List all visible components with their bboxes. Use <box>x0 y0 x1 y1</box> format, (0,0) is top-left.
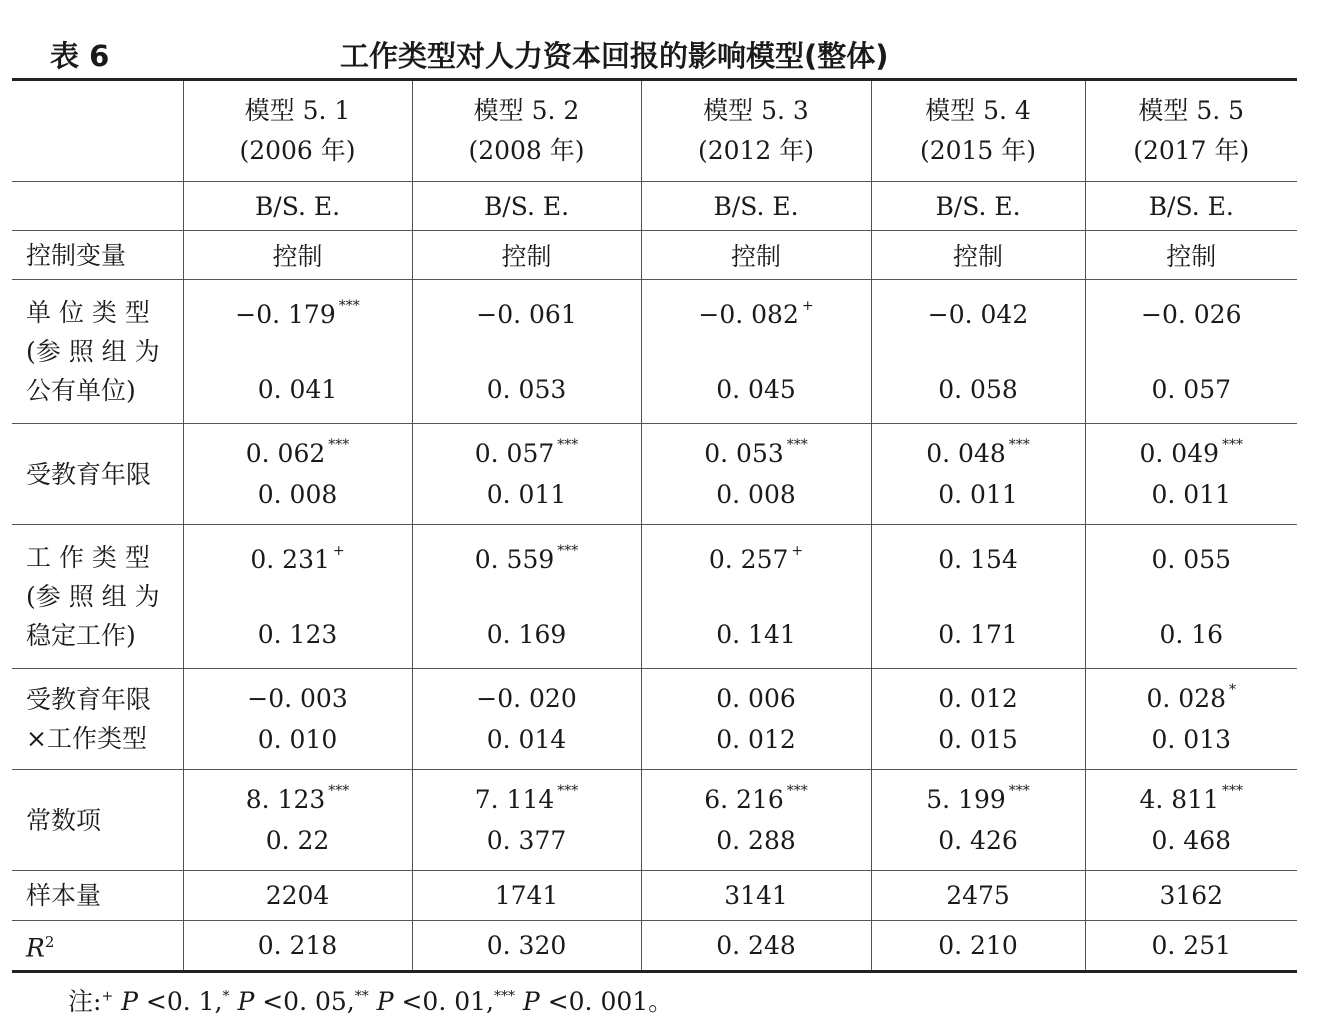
estimate-cell <box>183 424 412 525</box>
estimate-cell <box>183 669 412 770</box>
control-row <box>12 231 1297 280</box>
model-year: (2012 年) <box>697 136 815 165</box>
model-year: (2017 年) <box>1133 136 1250 165</box>
standard-error-value: 0. 058 <box>938 374 1018 404</box>
estimate-cell <box>871 280 1085 424</box>
note-threshold: <0. 1, <box>137 987 223 1016</box>
note-p-letter: P <box>522 987 540 1016</box>
r-squared-value: 0. 248 <box>641 921 871 972</box>
coefficient-number: −0. 003 <box>247 684 348 713</box>
coefficient-number: 0. 055 <box>1151 544 1232 574</box>
standard-error-value: 0. 012 <box>716 725 796 754</box>
standard-error-value: 0. 008 <box>257 480 338 509</box>
coefficient-number: 6. 216 <box>704 785 784 814</box>
significance-marker: *** <box>1222 437 1244 453</box>
sample-size-value: 1741 <box>412 871 641 921</box>
row-label-line: 公有单位) <box>26 376 136 405</box>
significance-marker: + <box>791 542 804 559</box>
coefficient-value <box>246 439 350 468</box>
coefficient-value <box>250 542 345 574</box>
estimate-cell <box>412 525 641 669</box>
coefficient-value <box>1146 684 1236 713</box>
model-header <box>412 80 641 182</box>
note-symbol: ** <box>354 988 369 1005</box>
coefficient-number: 0. 062 <box>245 439 326 468</box>
estimate-cell <box>641 280 871 424</box>
significance-marker: *** <box>1008 783 1030 799</box>
standard-error-value: 0. 011 <box>938 480 1018 509</box>
note-threshold: <0. 001。 <box>539 987 674 1016</box>
row-label <box>12 424 183 525</box>
row-label <box>12 770 183 871</box>
control-cell: 控制 <box>641 231 871 280</box>
coefficient-value <box>474 542 579 574</box>
row-label-line: (参 照 组 为 <box>26 337 160 366</box>
coefficient-value <box>475 785 579 814</box>
model-name: 模型 5. 1 <box>244 96 351 125</box>
coefficient-value <box>246 785 350 814</box>
standard-error-value: 0. 057 <box>1151 374 1232 404</box>
coefficient-value <box>235 297 360 329</box>
standard-error-value: 0. 041 <box>257 374 338 404</box>
sample-size-value: 2475 <box>871 871 1085 921</box>
model-header <box>871 80 1085 182</box>
coefficient-number: −0. 179 <box>235 299 336 329</box>
estimate-cell <box>183 525 412 669</box>
coefficient-value <box>716 684 796 713</box>
subheader-row <box>12 182 1297 231</box>
coefficient-row <box>12 424 1297 525</box>
estimate-cell <box>871 669 1085 770</box>
standard-error-value: 0. 377 <box>486 826 567 855</box>
coefficient-row <box>12 770 1297 871</box>
note-symbol: *** <box>493 988 515 1005</box>
significance-marker: *** <box>557 783 579 799</box>
significance-marker: *** <box>328 437 350 453</box>
note-threshold: <0. 05, <box>254 987 355 1016</box>
model-name: 模型 5. 4 <box>925 96 1031 125</box>
r-squared-symbol: R <box>26 933 45 963</box>
header-corner <box>12 80 183 182</box>
significance-marker: *** <box>1008 437 1030 453</box>
model-year: (2015 年) <box>919 136 1037 165</box>
coefficient-row <box>12 525 1297 669</box>
coefficient-number: 7. 114 <box>474 785 555 814</box>
coefficient-value <box>1151 545 1231 574</box>
estimate-cell <box>412 280 641 424</box>
coefficient-row <box>12 280 1297 424</box>
row-label: 控制变量 <box>12 231 183 280</box>
model-header <box>183 80 412 182</box>
table-caption <box>0 30 1344 74</box>
coefficient-value <box>476 300 576 329</box>
significance-marker: * <box>1229 682 1237 698</box>
note-symbol: * <box>222 988 230 1005</box>
significance-marker: *** <box>338 297 360 314</box>
estimate-cell <box>183 280 412 424</box>
row-label: 样本量 <box>12 871 183 921</box>
coefficient-number: 0. 053 <box>704 439 784 468</box>
standard-error-value: 0. 16 <box>1159 619 1224 649</box>
sample-size-row <box>12 871 1297 921</box>
significance-marker: + <box>801 297 814 314</box>
estimate-cell <box>641 525 871 669</box>
coefficient-value <box>708 542 804 574</box>
note-threshold: <0. 01, <box>393 987 494 1016</box>
control-cell: 控制 <box>1085 231 1297 280</box>
estimate-cell <box>183 770 412 871</box>
significance-marker: *** <box>557 542 579 559</box>
standard-error-value: 0. 141 <box>716 619 796 649</box>
model-name: 模型 5. 5 <box>1138 96 1245 125</box>
coefficient-number: 0. 006 <box>716 684 796 713</box>
coefficient-value <box>1141 300 1241 329</box>
row-label-line: 单 位 类 型 <box>26 298 150 327</box>
standard-error-value: 0. 013 <box>1151 725 1232 754</box>
row-label-line: 稳定工作) <box>26 621 136 650</box>
coefficient-number: 0. 048 <box>926 439 1006 468</box>
subheader-cell: B/S. E. <box>641 182 871 231</box>
estimate-cell <box>1085 424 1297 525</box>
row-label-line: 受教育年限 <box>26 459 152 489</box>
estimate-cell <box>871 770 1085 871</box>
note-symbol: + <box>101 988 114 1005</box>
standard-error-value: 0. 010 <box>257 725 338 754</box>
standard-error-value: 0. 468 <box>1151 826 1232 855</box>
header-row <box>12 80 1297 182</box>
standard-error-value: 0. 426 <box>938 826 1018 855</box>
table-note <box>68 982 673 1018</box>
coefficient-value <box>704 785 808 814</box>
r-squared-value: 0. 210 <box>871 921 1085 972</box>
coefficient-value <box>938 545 1018 574</box>
coefficient-number: −0. 026 <box>1141 299 1242 329</box>
note-prefix: 注: <box>68 987 102 1016</box>
coefficient-number: 0. 257 <box>708 544 789 574</box>
model-year: (2008 年) <box>468 136 585 165</box>
standard-error-value: 0. 123 <box>257 619 338 649</box>
table-number: 表 6 <box>50 39 110 73</box>
coefficient-value <box>926 785 1030 814</box>
row-label <box>12 669 183 770</box>
significance-marker: *** <box>786 437 808 453</box>
coefficient-number: 0. 012 <box>938 684 1018 713</box>
standard-error-value: 0. 045 <box>716 374 796 404</box>
coefficient-value <box>698 297 814 329</box>
coefficient-number: 0. 559 <box>474 544 555 574</box>
r-squared-row <box>12 921 1297 972</box>
estimate-cell <box>412 770 641 871</box>
standard-error-value: 0. 053 <box>486 374 567 404</box>
estimate-cell <box>871 525 1085 669</box>
row-label <box>12 525 183 669</box>
significance-marker: *** <box>786 783 808 799</box>
coefficient-number: 0. 057 <box>474 439 555 468</box>
estimate-cell <box>1085 280 1297 424</box>
model-header <box>641 80 871 182</box>
r-squared-value: 0. 251 <box>1085 921 1297 972</box>
estimate-cell <box>641 424 871 525</box>
note-p-letter: P <box>376 987 394 1016</box>
coefficient-number: 8. 123 <box>245 785 326 814</box>
subheader-cell: B/S. E. <box>871 182 1085 231</box>
r-squared-value: 0. 218 <box>183 921 412 972</box>
significance-marker: *** <box>328 783 350 799</box>
coefficient-number: 0. 154 <box>938 544 1018 574</box>
coefficient-row <box>12 669 1297 770</box>
model-header <box>1085 80 1297 182</box>
coefficient-value <box>926 439 1030 468</box>
sample-size-value: 2204 <box>183 871 412 921</box>
coefficient-value <box>704 439 808 468</box>
coefficient-number: 5. 199 <box>926 785 1006 814</box>
row-label-line: ×工作类型 <box>26 724 147 753</box>
row-label-line: (参 照 组 为 <box>26 582 160 611</box>
regression-table <box>12 78 1297 973</box>
coefficient-number: 0. 231 <box>250 544 330 574</box>
control-cell: 控制 <box>412 231 641 280</box>
estimate-cell <box>412 424 641 525</box>
standard-error-value: 0. 015 <box>938 725 1018 754</box>
estimate-cell <box>871 424 1085 525</box>
coefficient-number: −0. 042 <box>927 299 1029 329</box>
standard-error-value: 0. 22 <box>265 826 330 855</box>
standard-error-value: 0. 169 <box>486 619 567 649</box>
row-label-line: 受教育年限 <box>26 685 152 714</box>
row-label-line: 工 作 类 型 <box>26 543 150 572</box>
coefficient-value <box>928 300 1028 329</box>
sample-size-value: 3141 <box>641 871 871 921</box>
significance-marker: *** <box>1222 783 1244 799</box>
coefficient-number: −0. 020 <box>476 684 577 713</box>
standard-error-value: 0. 171 <box>938 619 1018 649</box>
coefficient-number: 4. 811 <box>1139 785 1220 814</box>
coefficient-number: 0. 028 <box>1146 684 1227 713</box>
standard-error-value: 0. 011 <box>1151 480 1232 509</box>
control-cell: 控制 <box>871 231 1085 280</box>
coefficient-value <box>1139 785 1243 814</box>
estimate-cell <box>1085 525 1297 669</box>
subheader-cell: B/S. E. <box>183 182 412 231</box>
note-p-letter: P <box>237 987 255 1016</box>
model-name: 模型 5. 3 <box>703 96 809 125</box>
subheader-cell: B/S. E. <box>412 182 641 231</box>
note-p-letter: P <box>121 987 138 1016</box>
coefficient-value <box>476 684 576 713</box>
estimate-cell <box>412 669 641 770</box>
significance-marker: *** <box>557 437 579 453</box>
model-name: 模型 5. 2 <box>473 96 580 125</box>
significance-marker: + <box>332 542 345 559</box>
note-items <box>101 987 673 1016</box>
standard-error-value: 0. 011 <box>486 480 567 509</box>
standard-error-value: 0. 288 <box>716 826 796 855</box>
row-label <box>12 921 183 972</box>
r-squared-exponent: 2 <box>44 933 55 952</box>
standard-error-value: 0. 014 <box>486 725 567 754</box>
coefficient-number: −0. 061 <box>476 299 577 329</box>
model-year: (2006 年) <box>239 136 356 165</box>
estimate-cell <box>1085 770 1297 871</box>
control-cell: 控制 <box>183 231 412 280</box>
coefficient-value <box>475 439 579 468</box>
estimate-cell <box>641 770 871 871</box>
coefficient-number: 0. 049 <box>1139 439 1220 468</box>
coefficient-value <box>247 684 347 713</box>
r-squared-value: 0. 320 <box>412 921 641 972</box>
row-label-line: 常数项 <box>26 805 102 835</box>
estimate-cell <box>1085 669 1297 770</box>
sample-size-value: 3162 <box>1085 871 1297 921</box>
coefficient-value <box>938 684 1018 713</box>
estimate-cell <box>641 669 871 770</box>
coefficient-value <box>1139 439 1243 468</box>
table-title: 工作类型对人力资本回报的影响模型(整体) <box>340 39 889 73</box>
subheader-cell: B/S. E. <box>1085 182 1297 231</box>
coefficient-number: −0. 082 <box>698 299 799 329</box>
standard-error-value: 0. 008 <box>716 480 796 509</box>
row-label <box>12 280 183 424</box>
